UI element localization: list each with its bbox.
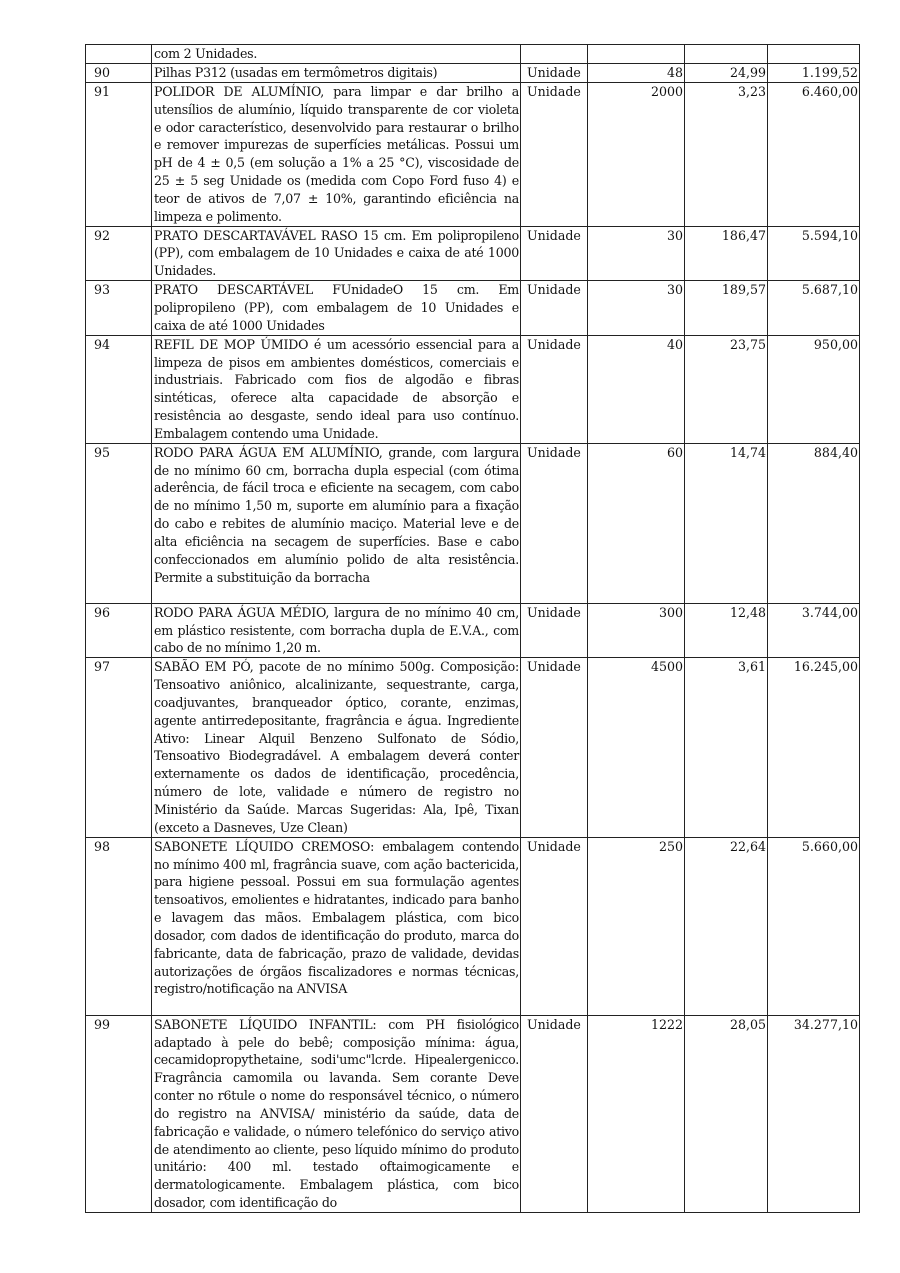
- item-unit: [521, 45, 588, 64]
- item-total: 6.460,00: [768, 82, 860, 226]
- item-unit-price: 23,75: [685, 335, 768, 443]
- table-row: [86, 335, 860, 443]
- item-unit: Unidade: [521, 837, 588, 1015]
- item-quantity: 250: [588, 837, 685, 1015]
- table-row: [86, 63, 860, 82]
- table-row: [86, 226, 860, 281]
- item-unit: Unidade: [521, 226, 588, 281]
- item-unit-price: 24,99: [685, 63, 768, 82]
- table-row: [86, 603, 860, 658]
- item-unit-price: 3,23: [685, 82, 768, 226]
- item-quantity: 4500: [588, 658, 685, 837]
- item-description: POLIDOR DE ALUMÍNIO, para limpar e dar brilho a utensílios de alumínio, líquido transparente de cor violeta e odor característico, desenvolvido para restaurar o brilho e remover impurezas de superfícies metálicas. Possui um pH de 4 ± 0,5 (em solução a 1% a 25 °C), viscosidade de 25 ± 5 seg Unidade os (medida com Copo Ford fuso 4) e teor de ativos de 7,07 ± 10%, garantindo eficiência na limpeza e polimento.: [152, 82, 521, 226]
- item-unit: Unidade: [521, 603, 588, 658]
- item-number: 95: [86, 443, 152, 603]
- item-description: SABONETE LÍQUIDO CREMOSO: embalagem contendo no mínimo 400 ml, fragrância suave, com ação bactericida, para higiene pessoal. Possui em sua formulação agentes tensoativos, emolientes e hidratantes, indicado para banho e lavagem das mãos. Embalagem plástica, com bico dosador, com dados de identificação do produto, marca do fabricante, data de fabricação, prazo de validade, devidas autorizações de órgãos fiscalizadores e normas técnicas, registro/notificação na ANVISA: [152, 837, 521, 1015]
- item-number: 99: [86, 1015, 152, 1212]
- item-total: [768, 45, 860, 64]
- item-unit-price: 14,74: [685, 443, 768, 603]
- item-quantity: 30: [588, 226, 685, 281]
- item-total: 5.660,00: [768, 837, 860, 1015]
- item-quantity: 40: [588, 335, 685, 443]
- item-description: Pilhas P312 (usadas em termômetros digitais): [152, 63, 521, 82]
- item-number: 98: [86, 837, 152, 1015]
- table-row: [86, 1015, 860, 1212]
- item-unit: Unidade: [521, 658, 588, 837]
- table-row: [86, 281, 860, 336]
- item-unit-price: 3,61: [685, 658, 768, 837]
- item-unit-price: 12,48: [685, 603, 768, 658]
- items-table: [85, 44, 860, 1213]
- item-quantity: 300: [588, 603, 685, 658]
- item-unit-price: 189,57: [685, 281, 768, 336]
- item-description: SABÃO EM PÓ, pacote de no mínimo 500g. Composição: Tensoativo aniônico, alcalinizante, sequestrante, carga, coadjuvantes, branqueador óptico, corante, enzimas, agente antirredepositante, fragrância e água. Ingrediente Ativo: Linear Alquil Benzeno Sulfonato de Sódio, Tensoativo Biodegradável. A embalagem deverá conter externamente os dados de identificação, procedência, número de lote, validade e número de registro no Ministério da Saúde. Marcas Sugeridas: Ala, Ipê, Tixan (exceto a Dasneves, Uze Clean): [152, 658, 521, 837]
- item-description: PRATO DESCARTAVÁVEL RASO 15 cm. Em polipropileno (PP), com embalagem de 10 Unidades e caixa de até 1000 Unidades.: [152, 226, 521, 281]
- item-unit: Unidade: [521, 335, 588, 443]
- table-row: [86, 45, 860, 64]
- item-unit: Unidade: [521, 281, 588, 336]
- item-unit-price: 186,47: [685, 226, 768, 281]
- item-total: 5.687,10: [768, 281, 860, 336]
- item-total: 884,40: [768, 443, 860, 603]
- item-number: 94: [86, 335, 152, 443]
- item-unit-price: 22,64: [685, 837, 768, 1015]
- item-total: 1.199,52: [768, 63, 860, 82]
- table-row: [86, 82, 860, 226]
- item-unit: Unidade: [521, 443, 588, 603]
- item-unit-price: [685, 45, 768, 64]
- item-number: 92: [86, 226, 152, 281]
- item-unit: Unidade: [521, 63, 588, 82]
- item-total: 950,00: [768, 335, 860, 443]
- item-description: PRATO DESCARTÁVEL FUnidadeO 15 cm. Em polipropileno (PP), com embalagem de 10 Unidades e caixa de até 1000 Unidades: [152, 281, 521, 336]
- document-page: [85, 44, 859, 1213]
- item-quantity: 48: [588, 63, 685, 82]
- item-number: 96: [86, 603, 152, 658]
- item-description: RODO PARA ÁGUA MÉDIO, largura de no mínimo 40 cm, em plástico resistente, com borracha dupla de E.V.A., com cabo de no mínimo 1,20 m.: [152, 603, 521, 658]
- item-total: 34.277,10: [768, 1015, 860, 1212]
- item-number: [86, 45, 152, 64]
- item-quantity: 2000: [588, 82, 685, 226]
- item-number: 91: [86, 82, 152, 226]
- item-total: 5.594,10: [768, 226, 860, 281]
- table-row: [86, 443, 860, 603]
- table-row: [86, 837, 860, 1015]
- item-description: com 2 Unidades.: [152, 45, 521, 64]
- item-number: 97: [86, 658, 152, 837]
- item-description: RODO PARA ÁGUA EM ALUMÍNIO, grande, com largura de no mínimo 60 cm, borracha dupla especial (com ótima aderência, de fácil troca e eficiente na secagem, com cabo de no mínimo 1,50 m, suporte em alumínio para a fixação do cabo e rebites de alumínio maciço. Material leve e de alta eficiência na secagem de superfícies. Base e cabo confeccionados em alumínio polido de alta resistência. Permite a substituição da borracha: [152, 443, 521, 603]
- item-number: 90: [86, 63, 152, 82]
- item-description: REFIL DE MOP ÚMIDO é um acessório essencial para a limpeza de pisos em ambientes domésticos, comerciais e industriais. Fabricado com fios de algodão e fibras sintéticas, oferece alta capacidade de absorção e resistência ao desgaste, sendo ideal para uso contínuo. Embalagem contendo uma Unidade.: [152, 335, 521, 443]
- item-unit: Unidade: [521, 82, 588, 226]
- item-total: 16.245,00: [768, 658, 860, 837]
- item-quantity: 60: [588, 443, 685, 603]
- item-total: 3.744,00: [768, 603, 860, 658]
- item-number: 93: [86, 281, 152, 336]
- item-quantity: 1222: [588, 1015, 685, 1212]
- table-row: [86, 658, 860, 837]
- item-quantity: 30: [588, 281, 685, 336]
- item-unit: Unidade: [521, 1015, 588, 1212]
- item-quantity: [588, 45, 685, 64]
- item-description: SABONETE LÍQUIDO INFANTIL: com PH fisiológico adaptado à pele do bebê; composição mínima: água, cecamidopropythetaine, sodi'umc"lcrde. Hipealergenicco. Fragrância camomila ou lavanda. Sem corante Deve conter no r6tule o nome do responsável técnico, o número do registro na ANVISA/ ministério da saúde, data de fabricação e validade, o número telefónico do serviço ativo de atendimento ao cliente, peso líquido mínimo do produto unitário: 400 ml. testado oftaimogicamente e dermatologicamente. Embalagem plástica, com bico dosador, com identificação do: [152, 1015, 521, 1212]
- item-unit-price: 28,05: [685, 1015, 768, 1212]
